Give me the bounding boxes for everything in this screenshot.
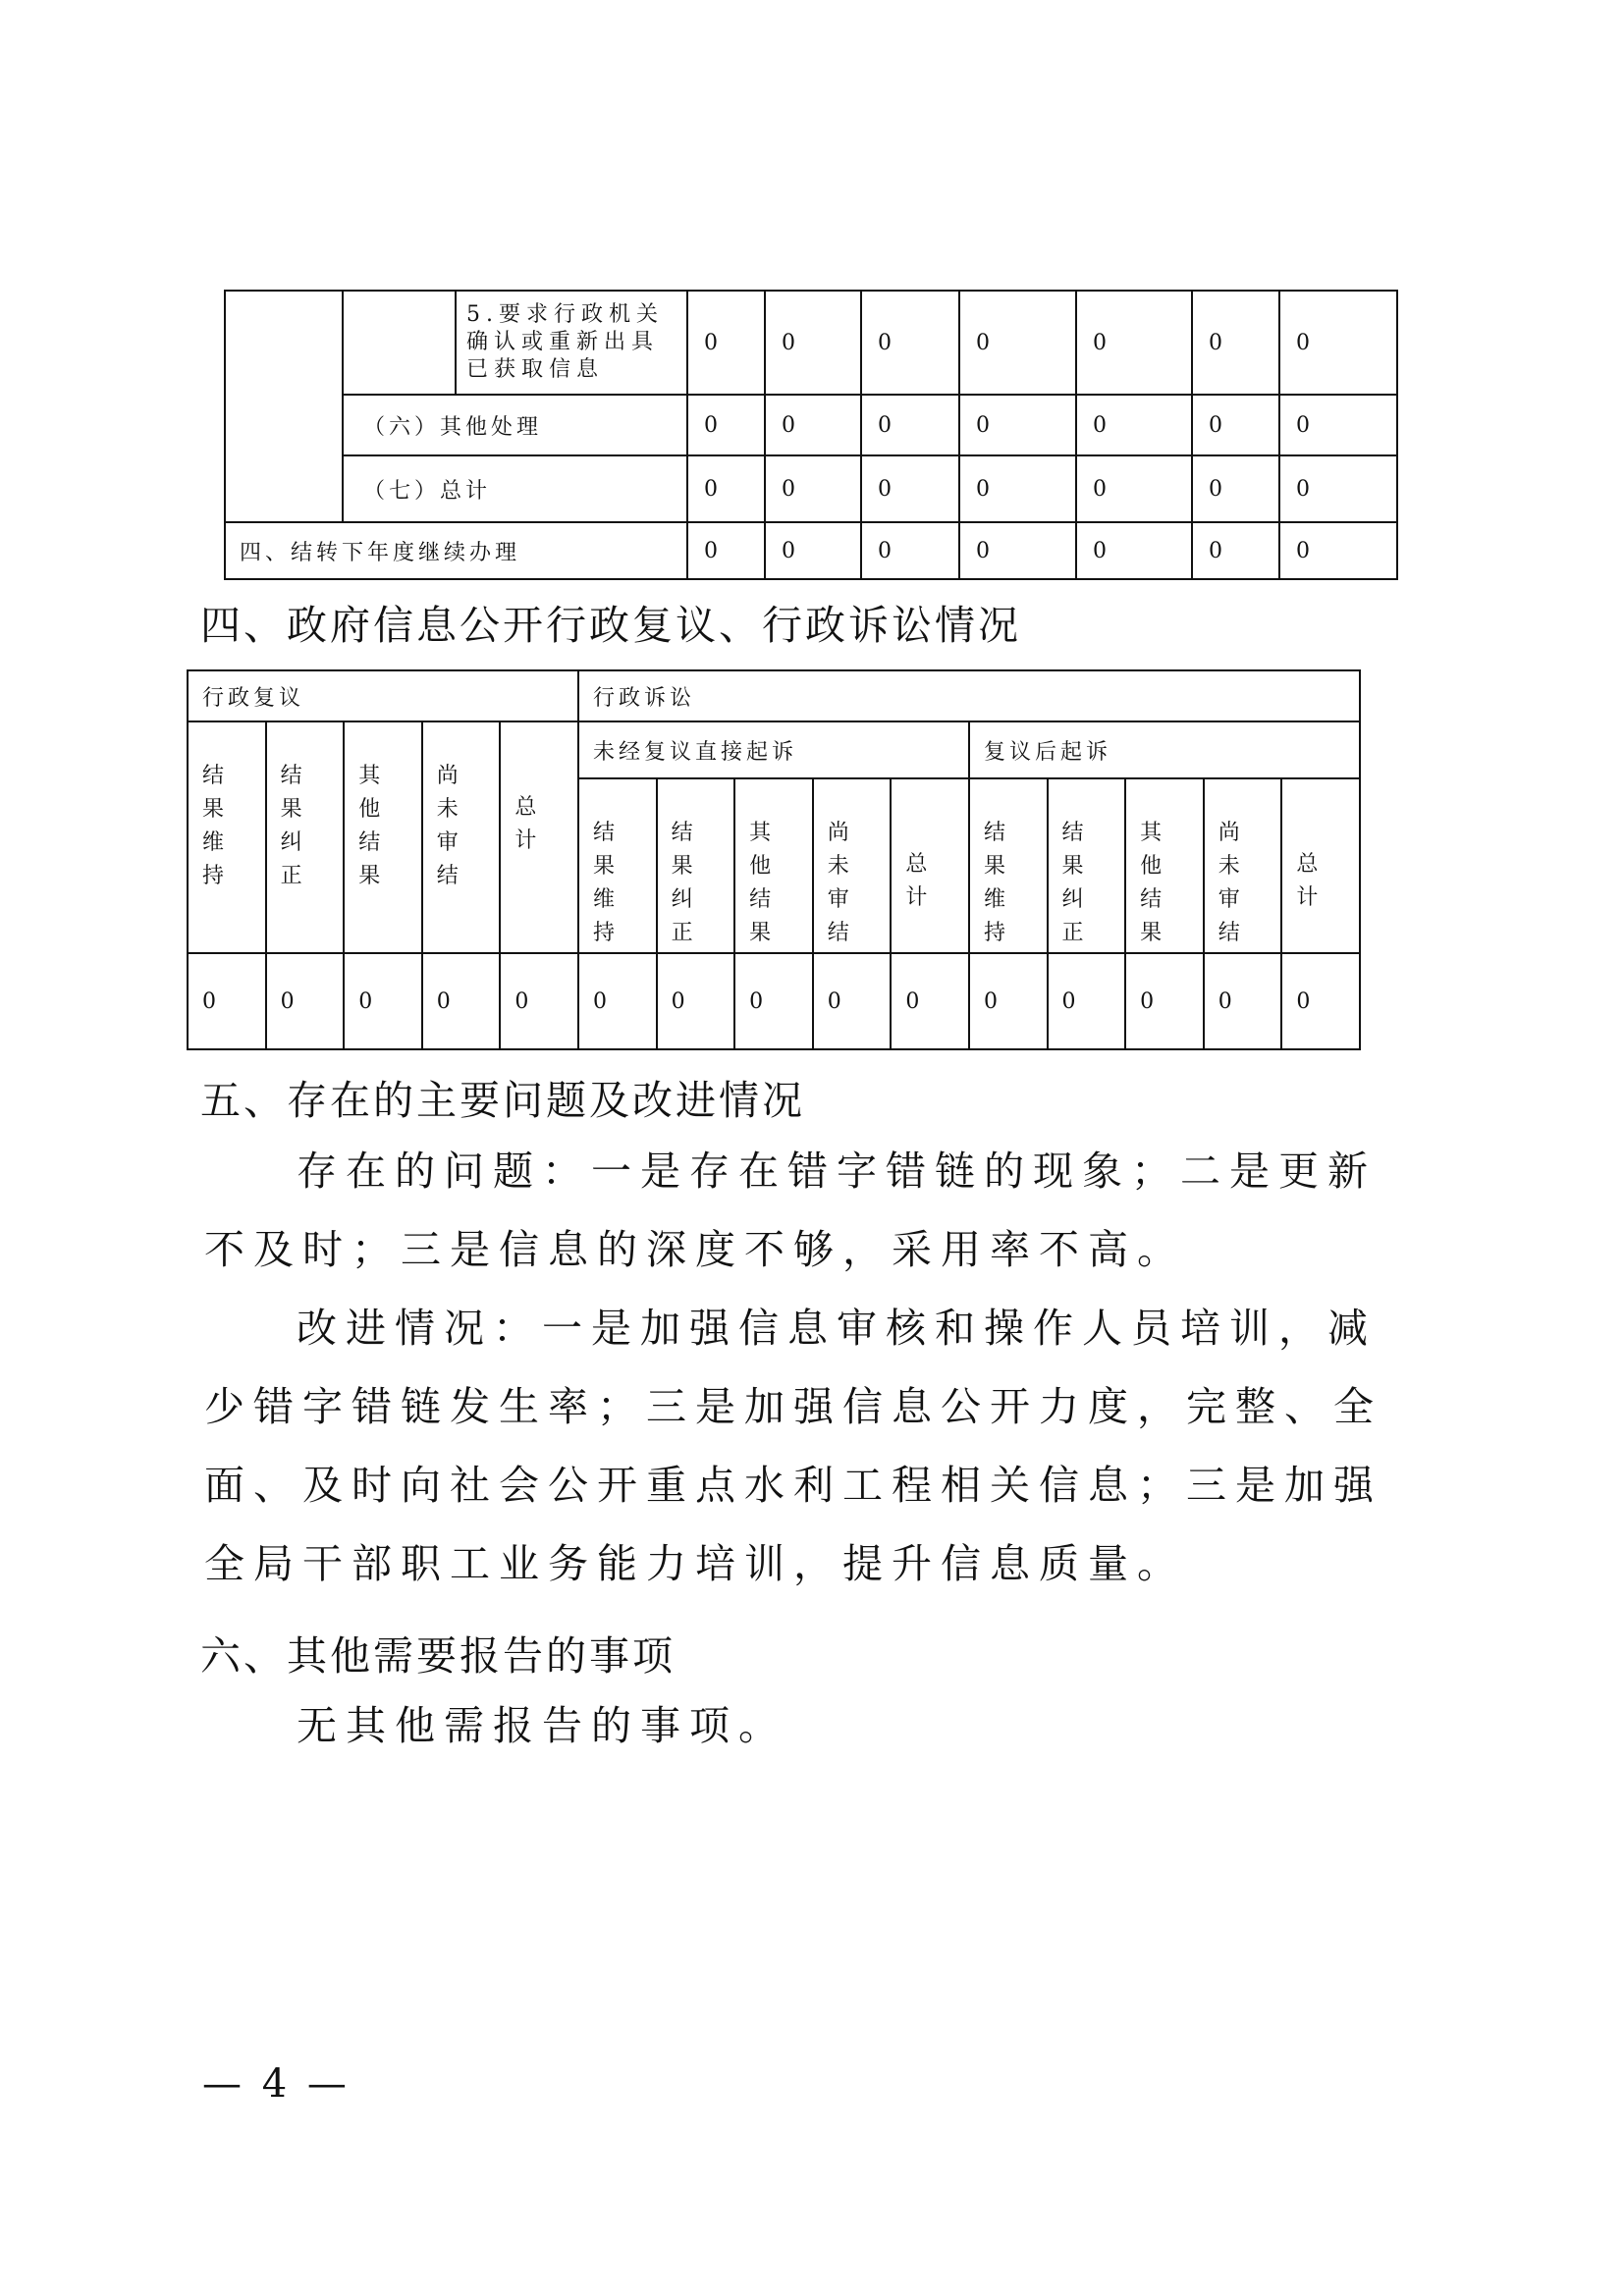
- table-cell: 0: [1192, 522, 1279, 579]
- col-header-label: 结果维持: [983, 821, 1005, 945]
- col-header-label: 其他结果: [749, 821, 772, 945]
- other-matters-paragraph: 无其他需报告的事项。: [297, 1702, 787, 1749]
- table-cell: 0: [188, 953, 266, 1049]
- col-header-label: 结果维持: [202, 764, 225, 888]
- row-label: 5.要求行政机关确认或重新出具已获取信息: [456, 291, 687, 395]
- table-cell: 0: [1279, 455, 1397, 522]
- table-cell: 0: [266, 953, 345, 1049]
- table-cell: 0: [765, 395, 861, 455]
- col-header: [188, 721, 266, 953]
- table-cell: 0: [765, 455, 861, 522]
- table-cell: 0: [657, 953, 735, 1049]
- table-cell: 0: [765, 522, 861, 579]
- table-cell: 0: [1279, 291, 1397, 395]
- col-header-label: 总计: [1296, 852, 1319, 910]
- table-row: [188, 670, 1360, 721]
- blank-cell: [343, 291, 456, 395]
- table-cell: 0: [969, 953, 1048, 1049]
- col-header: [813, 778, 892, 953]
- table-cell: 0: [861, 522, 959, 579]
- col-header: [1125, 778, 1204, 953]
- table-row: [188, 721, 1360, 778]
- section-heading-other-matters: 六、其他需要报告的事项: [200, 1632, 676, 1680]
- table-cell: 0: [344, 953, 422, 1049]
- col-header-label: 结果纠正: [280, 764, 302, 888]
- table-cell: 0: [959, 455, 1076, 522]
- table-cell: 0: [1125, 953, 1204, 1049]
- table-cell: 0: [1281, 953, 1360, 1049]
- after-review-suit-header: 复议后起诉: [969, 721, 1360, 778]
- table-cell: 0: [1192, 455, 1279, 522]
- table-cell: 0: [861, 291, 959, 395]
- table-cell: 0: [959, 291, 1076, 395]
- litigation-header: 行政诉讼: [578, 670, 1360, 721]
- table-row: [225, 522, 1397, 579]
- problems-paragraph: 存在的问题：一是存在错字错链的现象；二是更新不及时；三是信息的深度不够，采用率不高。: [204, 1148, 1377, 1273]
- section-heading-problems: 五、存在的主要问题及改进情况: [200, 1077, 805, 1124]
- col-header-label: 尚未审结: [1218, 821, 1240, 945]
- table-row: [225, 291, 1397, 395]
- col-header-label: 其他结果: [358, 764, 381, 888]
- table-cell: 0: [1076, 395, 1192, 455]
- col-header-label: 结果纠正: [671, 821, 693, 945]
- table-cell: 0: [1204, 953, 1282, 1049]
- col-header: [344, 721, 422, 953]
- table-row: [188, 953, 1360, 1049]
- disclosure-handling-table: [224, 290, 1398, 580]
- direct-suit-header: 未经复议直接起诉: [578, 721, 969, 778]
- col-header: [657, 778, 735, 953]
- table-cell: 0: [1076, 455, 1192, 522]
- table-row: [225, 455, 1397, 522]
- col-header-label: 结果维持: [592, 821, 615, 945]
- table-cell: 0: [687, 291, 765, 395]
- table-cell: 0: [1279, 395, 1397, 455]
- review-litigation-table: [187, 669, 1361, 1050]
- col-header: [1204, 778, 1282, 953]
- table-cell: 0: [1076, 522, 1192, 579]
- table-cell: 0: [734, 953, 813, 1049]
- table-row: [225, 395, 1397, 455]
- row-label: （七）总计: [343, 455, 687, 522]
- table-cell: 0: [578, 953, 657, 1049]
- table-cell: 0: [813, 953, 892, 1049]
- table-cell: 0: [500, 953, 578, 1049]
- page-number: — 4 —: [202, 2061, 351, 2107]
- col-header: [266, 721, 345, 953]
- col-header-label: 尚未审结: [436, 764, 459, 888]
- table-cell: 0: [861, 395, 959, 455]
- review-header: 行政复议: [188, 670, 578, 721]
- table-cell: 0: [959, 522, 1076, 579]
- table-cell: 0: [1048, 953, 1126, 1049]
- row-label: 四、结转下年度继续办理: [225, 522, 687, 579]
- table-cell: 0: [891, 953, 969, 1049]
- table-cell: 0: [687, 395, 765, 455]
- table-cell: 0: [861, 455, 959, 522]
- col-header-label: 结果纠正: [1061, 821, 1084, 945]
- table-cell: 0: [1076, 291, 1192, 395]
- col-header: [1048, 778, 1126, 953]
- col-header: [578, 778, 657, 953]
- col-header: [422, 721, 501, 953]
- col-header-label: 总计: [514, 795, 537, 853]
- col-header-label: 其他结果: [1140, 821, 1163, 945]
- table-cell: 0: [959, 395, 1076, 455]
- table-cell: 0: [1279, 522, 1397, 579]
- blank-cell: [225, 291, 343, 522]
- col-header: [500, 721, 578, 953]
- table-cell: 0: [1192, 395, 1279, 455]
- col-header: [969, 778, 1048, 953]
- col-header: [734, 778, 813, 953]
- col-header: [891, 778, 969, 953]
- table-cell: 0: [1192, 291, 1279, 395]
- table-cell: 0: [687, 455, 765, 522]
- col-header-label: 尚未审结: [827, 821, 849, 945]
- improvements-paragraph: 改进情况：一是加强信息审核和操作人员培训，减少错字错链发生率；三是加强信息公开力度，完整、全面、及时向社会公开重点水利工程相关信息；三是加强全局干部职工业务能力培训，提升信息质量。: [204, 1305, 1382, 1587]
- col-header: [1281, 778, 1360, 953]
- table-cell: 0: [422, 953, 501, 1049]
- row-label: （六）其他处理: [343, 395, 687, 455]
- section-heading-review-litigation: 四、政府信息公开行政复议、行政诉讼情况: [200, 602, 1021, 649]
- table-cell: 0: [765, 291, 861, 395]
- table-cell: 0: [687, 522, 765, 579]
- col-header-label: 总计: [905, 852, 928, 910]
